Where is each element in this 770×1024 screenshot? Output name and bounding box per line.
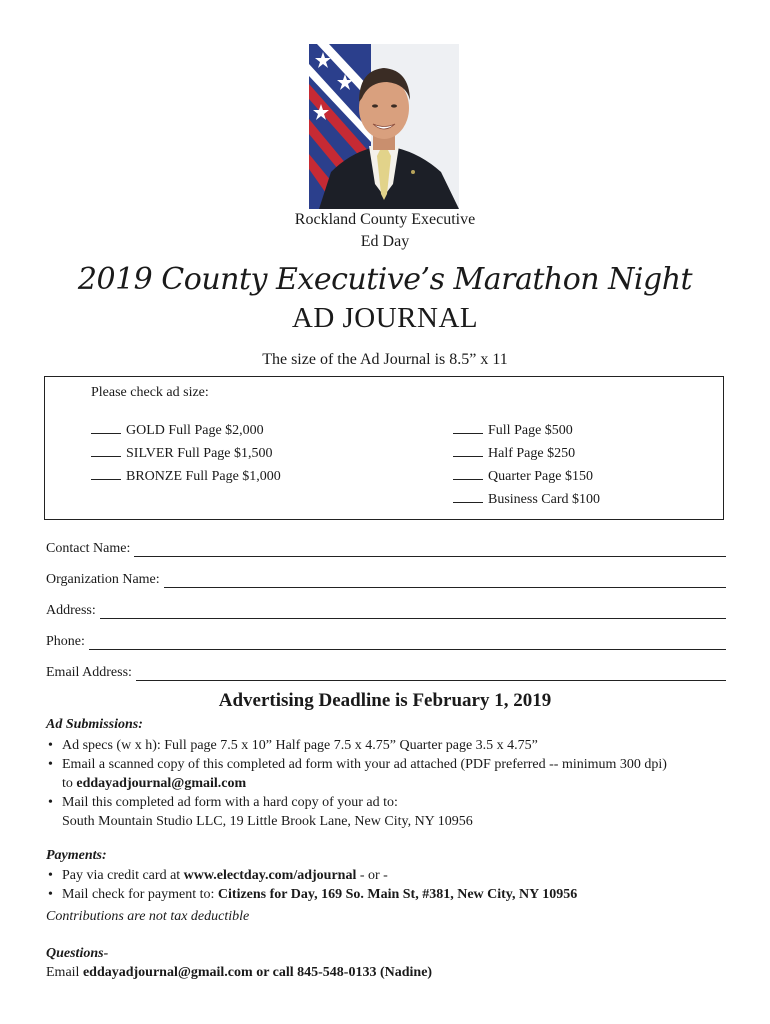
option-label: Half Page $250 [488,446,576,461]
checkbox-blank[interactable] [453,479,483,480]
deadline-heading: Advertising Deadline is February 1, 2019 [218,690,552,711]
phone-field[interactable] [46,634,726,650]
option-label: SILVER Full Page $1,500 [126,446,273,461]
portrait-photo [309,44,459,209]
option-silver[interactable] [91,446,273,462]
bullet-icon: • [48,887,53,902]
list-item: • Ad specs (w x h): Full page 7.5 x 10” Half page 7.5 x 4.75” Quarter page 3.5 x 4.75” [48,738,538,753]
field-label: Contact Name: [46,541,131,556]
checkbox-blank[interactable] [453,502,483,503]
list-item: • Mail check for payment to: Citizens for Day, 169 So. Main St, #381, New City, NY 10956 [48,887,578,902]
field-line[interactable] [136,668,726,681]
submission-email: eddayadjournal@gmail.com [76,776,247,791]
ad-size-box [44,376,724,520]
email-address-field[interactable] [46,665,726,681]
portrait-image [309,44,459,209]
option-gold[interactable] [91,423,264,439]
field-line[interactable] [164,575,726,588]
checkbox-blank[interactable] [91,456,121,457]
payments-list [46,866,577,904]
field-line[interactable] [89,637,726,650]
event-title: 2019 County Executive’s Marathon Night [77,262,693,297]
size-note: The size of the Ad Journal is 8.5” x 11 [262,351,508,368]
payment-address: Citizens for Day, 169 So. Main St, #381, New City, NY 10956 [217,887,578,902]
questions-title: Questions- [46,946,109,961]
option-label: GOLD Full Page $2,000 [126,423,264,438]
list-item: • Pay via credit card at www.electday.com/adjournal - or - [48,868,388,883]
submissions-title: Ad Submissions: [46,717,143,732]
bullet-icon: • [48,795,53,810]
field-label: Address: [46,603,96,618]
list-item: • Email a scanned copy of this completed ad form with your ad attached (PDF preferred -- minimum 300 dpi) to eddayadjournal@gmail.com [48,757,667,791]
payment-url: www.electday.com/adjournal [183,868,357,883]
ad-size-prompt: Please check ad size: [91,385,209,400]
checkbox-blank[interactable] [91,433,121,434]
checkbox-blank[interactable] [453,433,483,434]
option-label: Business Card $100 [488,492,600,507]
address-field[interactable] [46,603,726,619]
submissions-list [46,736,667,831]
option-quarter-page[interactable] [453,469,593,485]
checkbox-blank[interactable] [91,479,121,480]
field-label: Phone: [46,634,85,649]
option-bronze[interactable] [91,469,281,485]
field-line[interactable] [134,544,726,557]
field-label: Email Address: [46,665,132,680]
bullet-icon: • [48,757,53,772]
contact-name-field[interactable] [46,541,726,557]
questions-contact: Email eddayadjournal@gmail.com or call 845-548-0133 (Nadine) [46,965,433,980]
executive-title: Rockland County Executive [294,211,476,228]
list-item: • Mail this completed ad form with a hard copy of your ad to: South Mountain Studio LLC, 19 Little Brook Lane, New City, NY 10956 [48,795,473,829]
organization-name-field[interactable] [46,572,726,588]
option-full-page[interactable] [453,423,573,439]
field-label: Organization Name: [46,572,160,587]
payments-title: Payments: [46,848,107,863]
tax-note: Contributions are not tax deductible [46,909,250,924]
journal-title: AD JOURNAL [291,302,479,334]
option-label: BRONZE Full Page $1,000 [126,469,281,484]
executive-name: Ed Day [360,233,410,250]
checkbox-blank[interactable] [453,456,483,457]
option-label: Quarter Page $150 [488,469,593,484]
field-line[interactable] [100,606,726,619]
option-label: Full Page $500 [488,423,573,438]
bullet-icon: • [48,868,53,883]
option-half-page[interactable] [453,446,575,462]
option-business-card[interactable] [453,492,600,508]
bullet-icon: • [48,738,53,753]
